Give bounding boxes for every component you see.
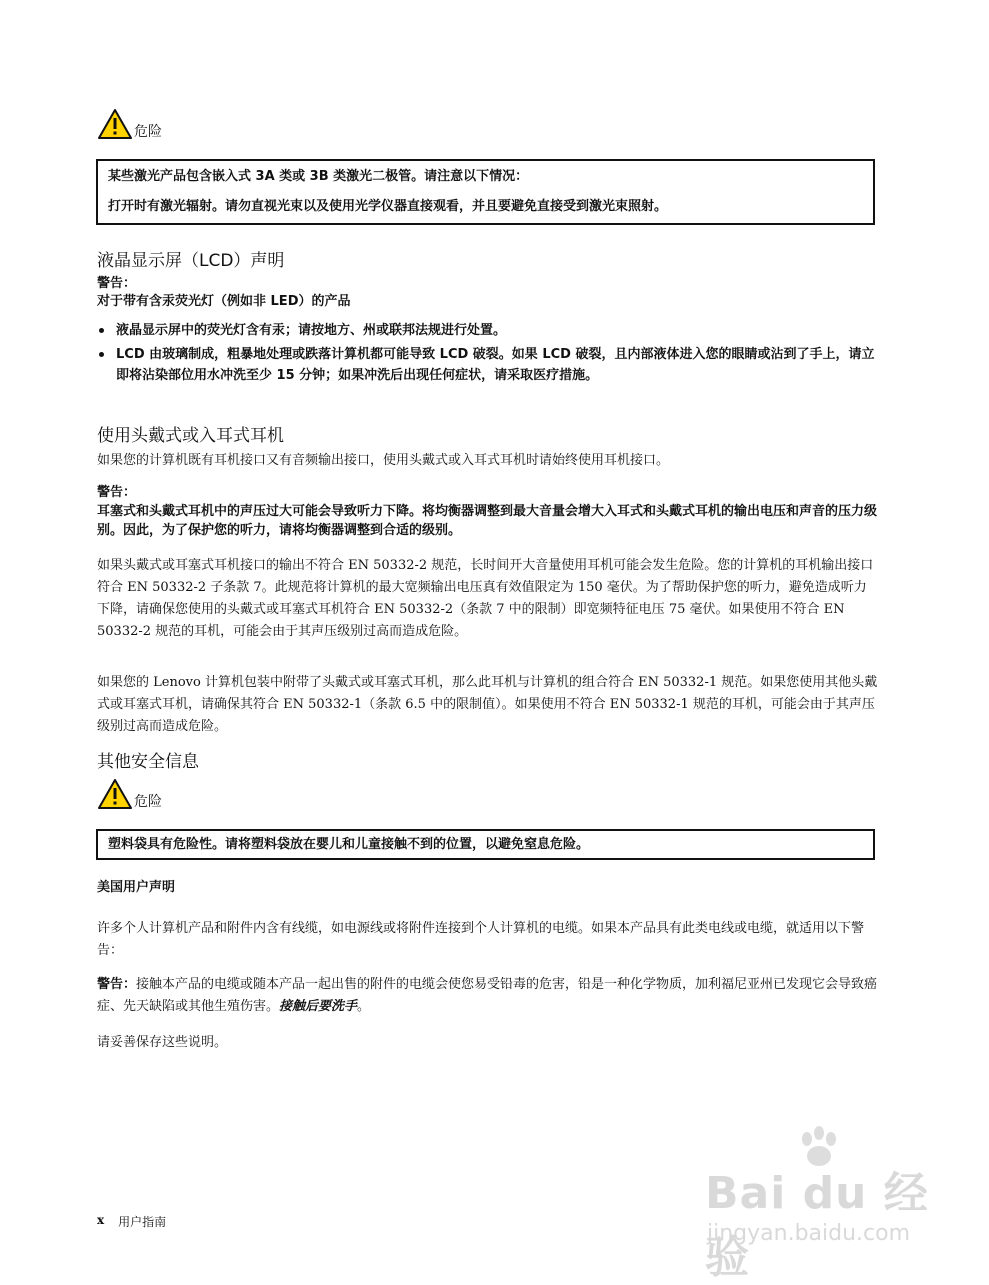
danger-label: 危险 bbox=[134, 794, 162, 810]
headphones-intro: 如果您的计算机既有耳机接口又有音频输出接口，使用头戴式或入耳式耳机时请始终使用耳机接口。 bbox=[97, 453, 670, 468]
laser-box-line1: 某些激光产品包含嵌入式 3A 类或 3B 类激光二极管。请注意以下情况： bbox=[108, 169, 529, 184]
plastic-bag-text: 塑料袋具有危险性。请将塑料袋放在婴儿和儿童接触不到的位置，以避免窒息危险。 bbox=[108, 837, 590, 852]
warning-triangle-icon bbox=[97, 778, 133, 810]
page-number: x bbox=[97, 1213, 105, 1227]
headphones-warning-label: 警告： bbox=[97, 485, 137, 500]
bullet-dot-icon bbox=[99, 352, 104, 357]
danger-header bbox=[97, 778, 162, 810]
baidu-watermark bbox=[705, 1125, 945, 1283]
page-footer bbox=[97, 1213, 166, 1230]
laser-box-line2: 打开时有激光辐射。请勿直视光束以及使用光学仪器直接观看，并且要避免直接受到激光束照射。 bbox=[108, 199, 668, 214]
plastic-bag-danger-box bbox=[96, 829, 875, 860]
watermark-url: jingyan.baidu.com bbox=[707, 1221, 911, 1246]
danger-header bbox=[97, 108, 162, 140]
list-item: LCD 由玻璃制成，粗暴地处理或跌落计算机都可能导致 LCD 破裂。如果 LCD 破裂，且内部液体进入您的眼睛或沾到了手上，请立即将沾染部位用水冲洗至少 15 分钟；如果冲洗后出现任何症状，请采取医疗措施。 bbox=[97, 344, 879, 386]
bullet-dot-icon bbox=[99, 328, 104, 333]
headphones-heading: 使用头戴式或入耳式耳机 bbox=[97, 426, 284, 446]
us-warning-label: 警告： bbox=[97, 977, 137, 992]
laser-danger-box bbox=[96, 159, 875, 225]
list-item: 液晶显示屏中的荧光灯含有汞；请按地方、州或联邦法规进行处置。 bbox=[97, 320, 879, 341]
us-user-heading: 美国用户声明 bbox=[97, 880, 176, 895]
wash-hands-emphasis: 接触后要洗手 bbox=[279, 999, 358, 1014]
lcd-bullet-list bbox=[97, 320, 879, 389]
other-safety-heading: 其他安全信息 bbox=[97, 752, 199, 772]
warning-triangle-icon bbox=[97, 108, 133, 140]
headphones-para1: 如果头戴式或耳塞式耳机接口的输出不符合 EN 50332-2 规范，长时间开大音量使用耳机可能会发生危险。您的计算机的耳机输出接口符合 EN 50332-2 子条款 7。此规范将计算机的最大宽频输出电压真有效值限定为 150 毫伏。为了帮助保护您的听力，避免造成听力下降，请确保您使用的头戴式或耳塞式耳机符合 EN 50332-2（条款 7 中的限制）即宽频特征电压 75 毫伏。如果使用不符合 EN 50332-2 规范的耳机，可能会由于其声压级别过高而造成危险。 bbox=[97, 558, 874, 639]
us-para1: 许多个人计算机产品和附件内含有线缆，如电源线或将附件连接到个人计算机的电缆。如果本产品具有此类电线或电缆，就适用以下警告： bbox=[97, 921, 865, 958]
footer-title: 用户指南 bbox=[118, 1215, 167, 1229]
lcd-heading: 液晶显示屏（LCD）声明 bbox=[97, 251, 285, 271]
headphones-warning-text: 耳塞式和头戴式耳机中的声压过大可能会导致听力下降。将均衡器调整到最大音量会增大入耳式和头戴式耳机的输出电压和声音的压力级别。因此，为了保护您的听力，请将均衡器调整到合适的级别。 bbox=[97, 504, 878, 538]
us-warning-paragraph: 警告：接触本产品的电缆或随本产品一起出售的附件的电缆会使您易受铅毒的危害，铅是一种化学物质，加利福尼亚州已发现它会导致癌症、先天缺陷或其他生殖伤害。接触后要洗手。 bbox=[97, 977, 878, 1014]
us-warning-text: 接触本产品的电缆或随本产品一起出售的附件的电缆会使您易受铅毒的危害，铅是一种化学物质，加利福尼亚州已发现它会导致癌症、先天缺陷或其他生殖伤害。 bbox=[97, 977, 878, 1014]
closing-text: 请妥善保存这些说明。 bbox=[97, 1035, 228, 1050]
lcd-subtitle: 对于带有含汞荧光灯（例如非 LED）的产品 bbox=[97, 294, 351, 309]
headphones-para2: 如果您的 Lenovo 计算机包装中附带了头戴式或耳塞式耳机，那么此耳机与计算机的组合符合 EN 50332-1 规范。如果您使用其他头戴式或耳塞式耳机，请确保其符合 EN 50332-1（条款 6.5 中的限制值）。如果使用不符合 EN 50332-1 规范的耳机，可能会由于其声压级别过高而造成危险。 bbox=[97, 675, 878, 734]
lcd-warning-label: 警告： bbox=[97, 276, 137, 291]
danger-label: 危险 bbox=[134, 124, 162, 140]
watermark-main-text: Bai du 经验 bbox=[705, 1168, 929, 1283]
